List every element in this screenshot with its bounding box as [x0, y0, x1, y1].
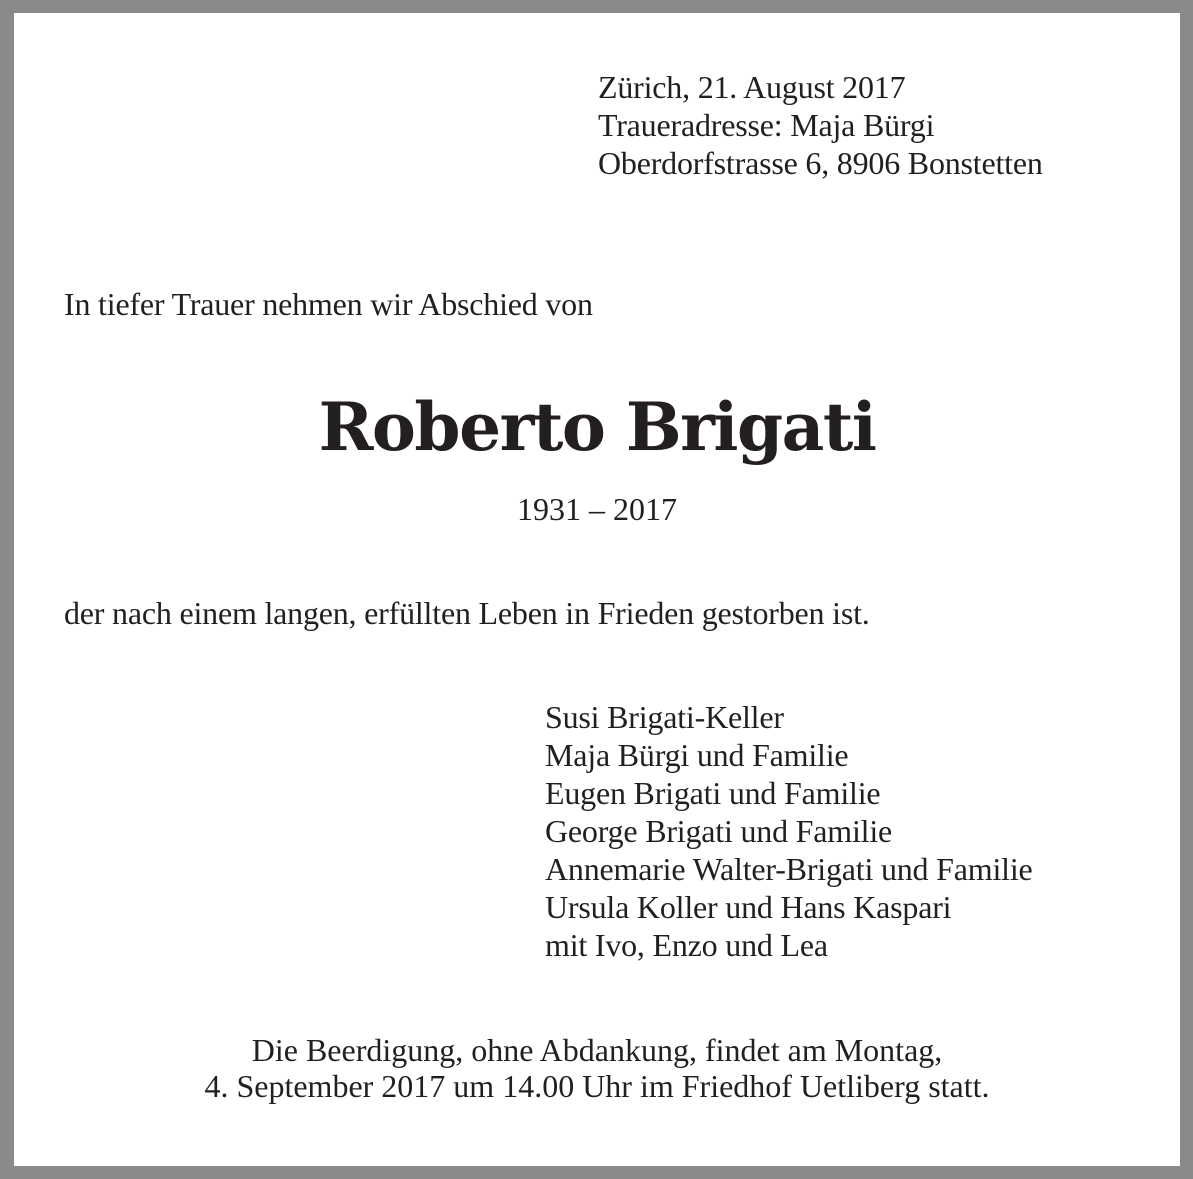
funeral-info — [14, 1032, 1180, 1104]
mourner-item: Eugen Brigati und Familie — [545, 775, 881, 811]
intro-text: In tiefer Trauer nehmen wir Abschied von — [64, 286, 593, 322]
mourner-item: mit Ivo, Enzo und Lea — [545, 927, 828, 963]
mourner-item: Ursula Koller und Hans Kaspari — [545, 889, 952, 925]
death-statement: der nach einem langen, erfüllten Leben in Frieden gestorben ist. — [64, 595, 870, 631]
funeral-line: Die Beerdigung, ohne Abdankung, findet am Montag, — [251, 1032, 943, 1068]
date-place-line: Zürich, 21. August 2017 — [598, 69, 906, 105]
mourning-address-block — [598, 68, 1043, 182]
mourner-item: Susi Brigati-Keller — [545, 699, 784, 735]
mourners-list — [545, 698, 1033, 964]
street-address-line: Oberdorfstrasse 6, 8906 Bonstetten — [598, 145, 1043, 181]
obituary-notice — [14, 13, 1180, 1166]
mourner-item: George Brigati und Familie — [545, 813, 893, 849]
mourner-item: Annemarie Walter-Brigati und Familie — [545, 851, 1033, 887]
mourning-contact-line: Traueradresse: Maja Bürgi — [598, 107, 935, 143]
deceased-name: Roberto Brigati — [318, 388, 876, 466]
mourner-item: Maja Bürgi und Familie — [545, 737, 849, 773]
life-years: 1931 – 2017 — [517, 491, 677, 527]
funeral-line: 4. September 2017 um 14.00 Uhr im Friedhof Uetliberg statt. — [204, 1068, 990, 1104]
